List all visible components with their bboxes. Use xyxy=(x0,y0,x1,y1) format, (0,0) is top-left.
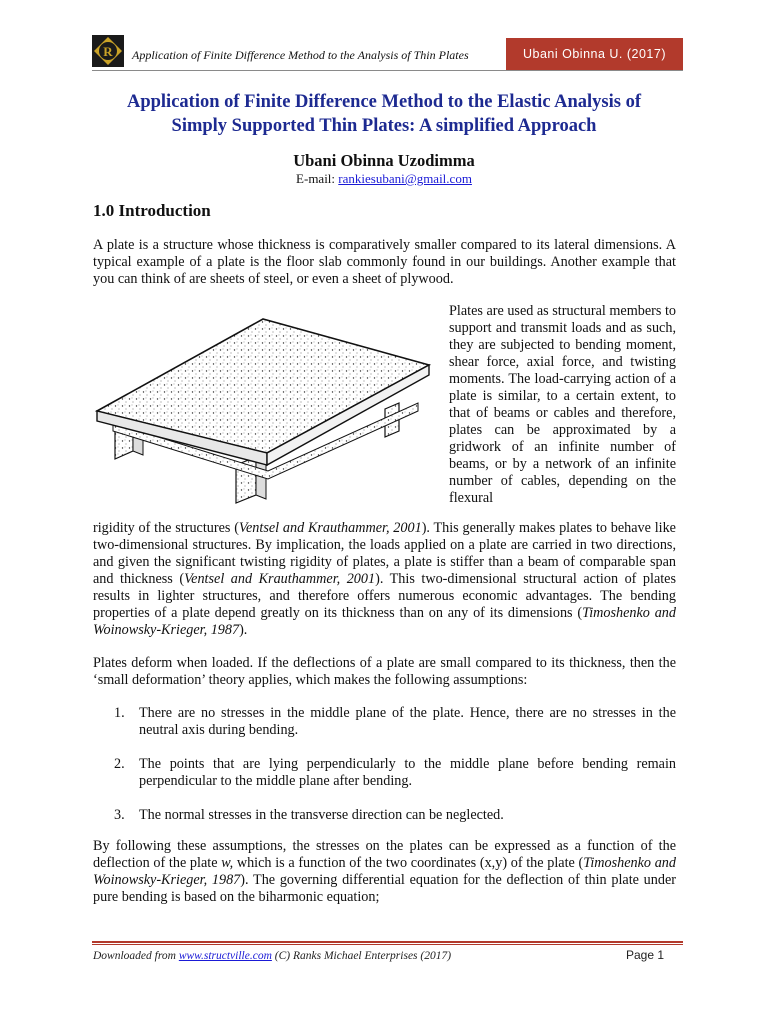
footer-divider xyxy=(92,941,683,943)
email-link[interactable]: rankiesubani@gmail.com xyxy=(338,171,472,186)
governing-equation-paragraph: By following these assumptions, the stresses on the plates can be expressed as a function of the deflection of the plate w, which is a function of the two coordinates (x,y) of the plate (Timoshenko and Woinowsky-Krieger, 1987). The governing differential equation for the deflection of thin plate under pure bending is based on the biharmonic equation; xyxy=(93,838,676,905)
running-title: Application of Finite Difference Method to the Analysis of Thin Plates xyxy=(132,48,469,62)
list-item: 2. The points that are lying perpendicularly to the middle plane before bending remain perpendicular to the middle plane after bending. xyxy=(114,756,676,789)
section-heading: 1.0 Introduction xyxy=(93,201,211,220)
svg-text:R: R xyxy=(103,44,113,59)
list-item: 1. There are no stresses in the middle plane of the plate. Hence, there are no stresses in the neutral axis during bending. xyxy=(114,705,676,738)
assumptions-intro: Plates deform when loaded. If the deflections of a plate are small compared to its thickness, then the ‘small deformation’ theory applies, which makes the following assumptions: xyxy=(93,655,676,688)
footer-credit: Downloaded from www.structville.com (C) Ranks Michael Enterprises (2017) xyxy=(93,950,452,962)
site-link[interactable]: www.structville.com xyxy=(178,950,272,962)
header-divider xyxy=(92,70,683,71)
intro-paragraph: A plate is a structure whose thickness is comparatively smaller compared to its lateral dimensions. A typical example of a plate is the floor slab commonly found in our buildings. Another example that you can think of are sheets of steel, or even a sheet of plywood. xyxy=(93,237,676,287)
logo-icon xyxy=(92,35,124,67)
assumptions-list xyxy=(93,705,676,824)
author-name: Ubani Obinna Uzodimma xyxy=(293,151,475,170)
footer-divider xyxy=(92,944,683,945)
author-badge: Ubani Obinna U. (2017) xyxy=(506,38,683,70)
author-email: E-mail: rankiesubani@gmail.com xyxy=(296,171,472,186)
paper-title: Application of Finite Difference Method to the Elastic Analysis of Simply Supported Thin Plates: A simplified Approach xyxy=(126,92,642,136)
running-header xyxy=(92,35,683,71)
side-paragraph: Plates are used as structural members to support and transmit loads and as such, they are subjected to bending moment, shear force, axial force, and twisting moments. The load-carrying action of a plate is similar, to a certain extent, to that of beams or cables and therefore, plates can be approximated by a gridwork of an infinite number of beams, or by a network of an infinite number of cables, depending on the flexural xyxy=(449,303,676,506)
continued-paragraph: rigidity of the structures (Ventsel and Krauthammer, 2001). This generally makes plates to behave like two-dimensional structures. By implication, the loads applied on a plate are carried in two directions, and given the significant twisting rigidity of plates, a plate is stiffer than a beam of comparable span and thickness (Ventsel and Krauthammer, 2001). This two-dimensional structural action of plates results in lighter structures, and therefore offers numerous economic advantages. The bending properties of a plate depend greatly on its thickness than on any of its dimensions (Timoshenko and Woinowsky-Krieger, 1987). xyxy=(93,520,677,638)
page-number: Page 1 xyxy=(626,948,665,962)
plate-figure xyxy=(93,313,438,509)
list-item: 3. The normal stresses in the transverse direction can be neglected. xyxy=(114,807,504,823)
